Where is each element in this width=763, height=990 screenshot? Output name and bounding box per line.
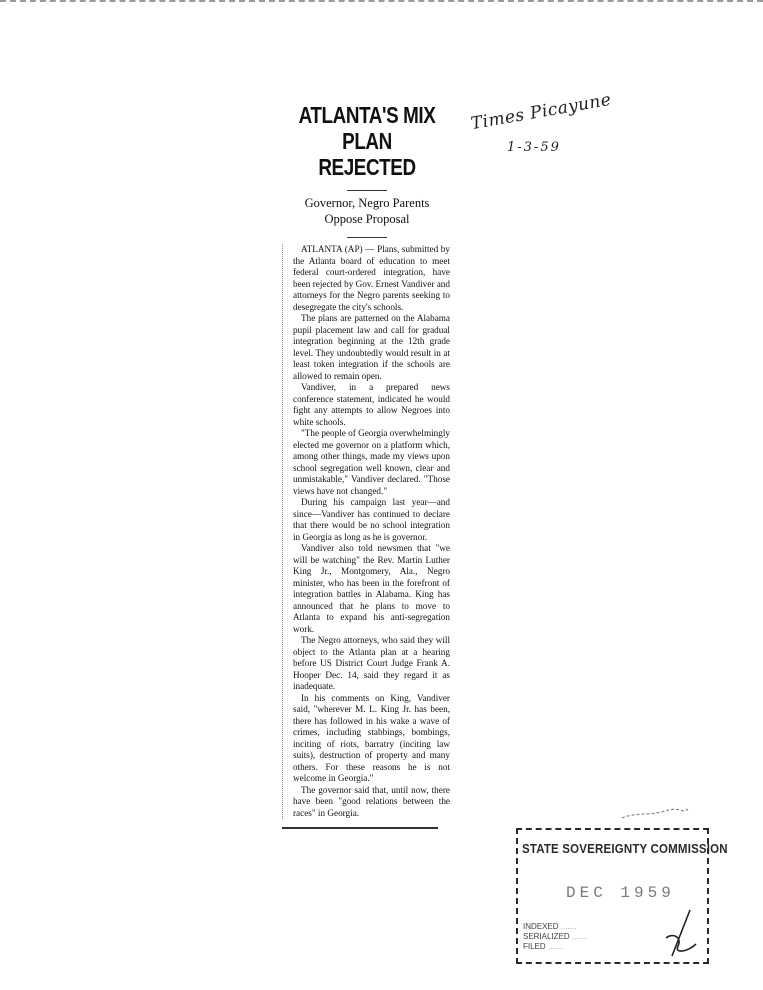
paragraph: In his comments on King, Vandiver said, "wherever M. L. King Jr. has been, there has followed in his wake a wave of crimes, including stabbings, bombings, inciting of riots, barratry (inciting law suits), destruction of property and many others. For these reasons he is not welcome in Georgia." — [293, 692, 450, 783]
handwritten-initials — [660, 908, 700, 960]
subhead-line-1: Governor, Negro Parents — [304, 196, 430, 210]
commission-stamp — [516, 828, 728, 964]
stamp-label-filed: FILED ....... — [523, 942, 587, 952]
paragraph: During his campaign last year—and since—Vandiver has continued to declare that there would be no school integration in Georgia as long as he is governor. — [293, 497, 450, 542]
stamp-label-serialized: SERIALIZED ....... — [523, 932, 587, 942]
ink-smudge — [620, 806, 690, 822]
paragraph: Vandiver also told newsmen that "we will be watching" the Rev. Martin Luther King Jr., Montgomery, Ala., Negro minister, who has been in the forefront of integration battles in Alabama. King has announced that he plans to move to Atlanta to expand his anti-segregation work. — [293, 543, 450, 634]
paragraph: The plans are patterned on the Alabama pupil placement law and call for gradual integration beginning at the 12th grade level. They undoubtedly would result in at least token integration if the schools are allowed to remain open. — [293, 313, 450, 381]
subheadline — [282, 195, 452, 227]
subhead-line-2: Oppose Proposal — [324, 212, 410, 226]
stamp-title: STATE SOVEREIGNTY COMMISSION — [522, 842, 728, 856]
paragraph: Vandiver, in a prepared news conference statement, indicated he would fight any attempts to allow Negroes into white schools. — [293, 382, 450, 427]
paragraph: ATLANTA (AP) — Plans, submitted by the Atlanta board of education to meet federal court-ordered integration, have been rejected by Gov. Ernest Vandiver and attorneys for the Negro parents seeking to desegregate the city's schools. — [293, 244, 450, 312]
stamp-label-indexed: INDEXED ....... — [523, 922, 587, 932]
stamp-labels — [523, 922, 587, 952]
headline-line-2: PLAN REJECTED — [318, 128, 416, 180]
headline-line-1: ATLANTA'S MIX — [298, 102, 436, 128]
handwritten-paper-name: Times Picayune — [469, 89, 613, 135]
clipping-bottom-rule — [282, 827, 438, 829]
paragraph: The Negro attorneys, who said they will object to the Atlanta plan at a hearing before US District Court Judge Frank A. Hooper Dec. 14, said they regard it as inadequate. — [293, 635, 450, 691]
stamp-date: DEC 1959 — [566, 884, 675, 902]
newspaper-clipping — [282, 96, 452, 829]
handwritten-date: 1-3-59 — [507, 140, 561, 155]
paragraph: "The people of Georgia overwhelmingly elected me governor on a platform which, among other things, made my views upon school segregation well known, clear and unmistakable," Vandiver declared. "Those views have not changed." — [293, 428, 451, 496]
scan-edge-dashes — [0, 0, 763, 2]
headline — [297, 102, 436, 180]
article-body — [282, 244, 452, 819]
headline-divider — [347, 190, 387, 191]
paragraph: The governor said that, until now, there have been "good relations between the races" in Georgia. — [293, 784, 450, 818]
subhead-divider — [347, 237, 387, 238]
